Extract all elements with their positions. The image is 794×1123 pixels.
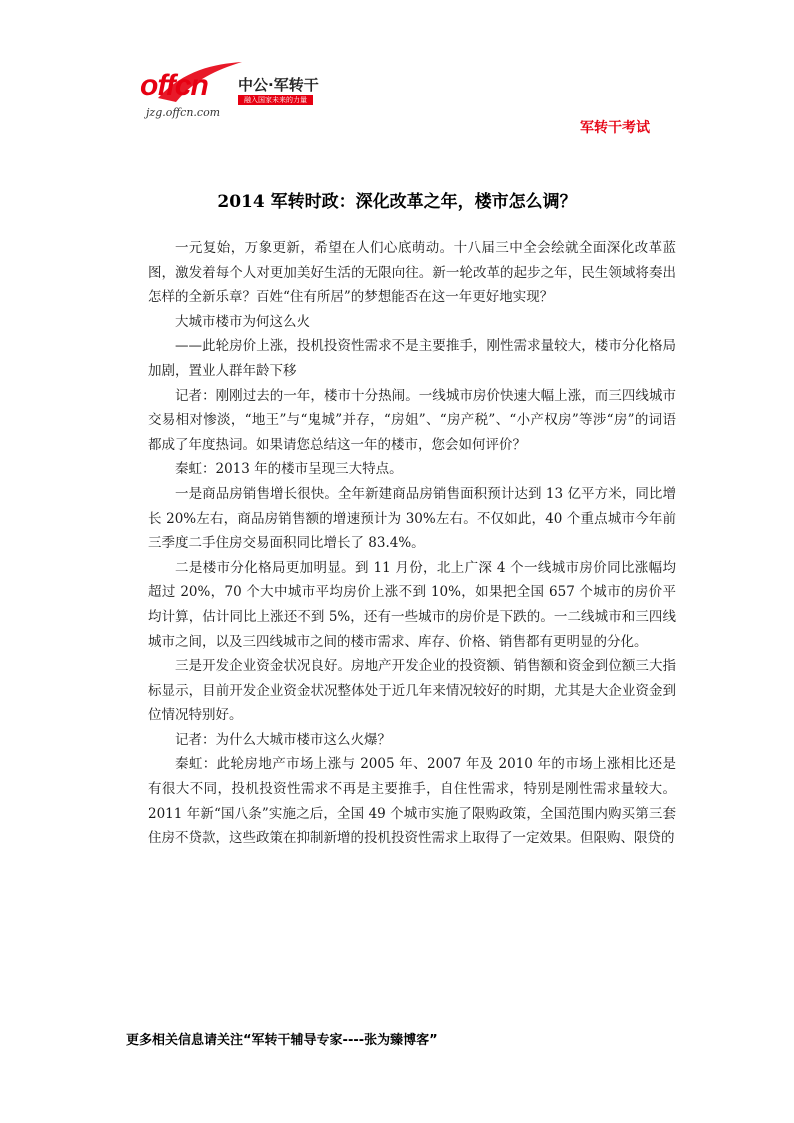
logo-slogan: 融入国家未来的力量 (238, 95, 313, 105)
paragraph: 记者：为什么大城市楼市这么火爆？ (175, 731, 391, 748)
logo-mark: offcn (140, 69, 208, 102)
section-subheading: ——此轮房价上涨，投机投资性需求不是主要推手，刚性需求量较大，楼市分化格局加剧，置业人群年龄下移 (148, 338, 676, 379)
paragraph: 一元复始，万象更新，希望在人们心底萌动。十八届三中全会绘就全面深化改革蓝图，激发着每个人对更加美好生活的无限向往。新一轮改革的起步之年，民生领域将奏出怎样的全新乐章？百姓“住有所居”的梦想能否在这一年更好地实现？ (148, 240, 676, 306)
paragraph: 二是楼市分化格局更加明显。到 11 月份，北上广深 4 个一线城市房价同比涨幅均超过 20%，70 个大中城市平均房价上涨不到 10%，如果把全国 657 个城市的房价平均计算，估计同比上涨还不到 5%，还有一些城市的房价是下跌的。一二线城市和三四线城市之间，以及三四线城市之间的楼市需求、库存、价格、销售都有更明显的分化。 (148, 559, 676, 650)
header-tag: 军转干考试 (580, 120, 650, 136)
offcn-logo[interactable] (140, 60, 340, 126)
paragraph: 记者：刚刚过去的一年，楼市十分热闹。一线城市房价快速大幅上涨，而三四线城市交易相对惨淡，“地王”与“鬼城”并存，“房姐”、“房产税”、“小产权房”等涉“房”的词语都成了年度热词。如果请您总结这一年的楼市，您会如何评价？ (148, 387, 676, 453)
section-heading: 大城市楼市为何这么火 (175, 313, 310, 330)
logo-brand-text: 中公·军转干 (238, 76, 319, 94)
article-body (148, 236, 676, 851)
paragraph: 秦虹：此轮房地产市场上涨与 2005 年、2007 年及 2010 年的市场上涨相比还是有很大不同，投机投资性需求不再是主要推手，自住性需求，特别是刚性需求量较大。2011 年新“国八条”实施之后，全国 49 个城市实施了限购政策，全国范围内购买第三套住房不贷款，这些政策在抑制新增的投机投资性需求上取得了一定效果。但限购、限贷的 (148, 756, 676, 847)
footer-note: 更多相关信息请关注“军转干辅导专家----张为臻博客” (126, 1033, 438, 1048)
paragraph: 秦虹：2013 年的楼市呈现三大特点。 (175, 461, 403, 478)
paragraph: 三是开发企业资金状况良好。房地产开发企业的投资额、销售额和资金到位额三大指标显示，目前开发企业资金状况整体处于近几年来情况较好的时期，尤其是大企业资金到位情况特别好。 (148, 658, 676, 724)
logo-url[interactable]: jzg.offcn.com (146, 106, 221, 119)
paragraph: 一是商品房销售增长很快。全年新建商品房销售面积预计达到 13 亿平方米，同比增长 20%左右，商品房销售额的增速预计为 30%左右。不仅如此，40 个重点城市今年前三季度二手住房交易面积同比增长了 83.4%。 (148, 485, 676, 552)
article-title: 2014 军转时政：深化改革之年，楼市怎么调？ (217, 192, 577, 212)
